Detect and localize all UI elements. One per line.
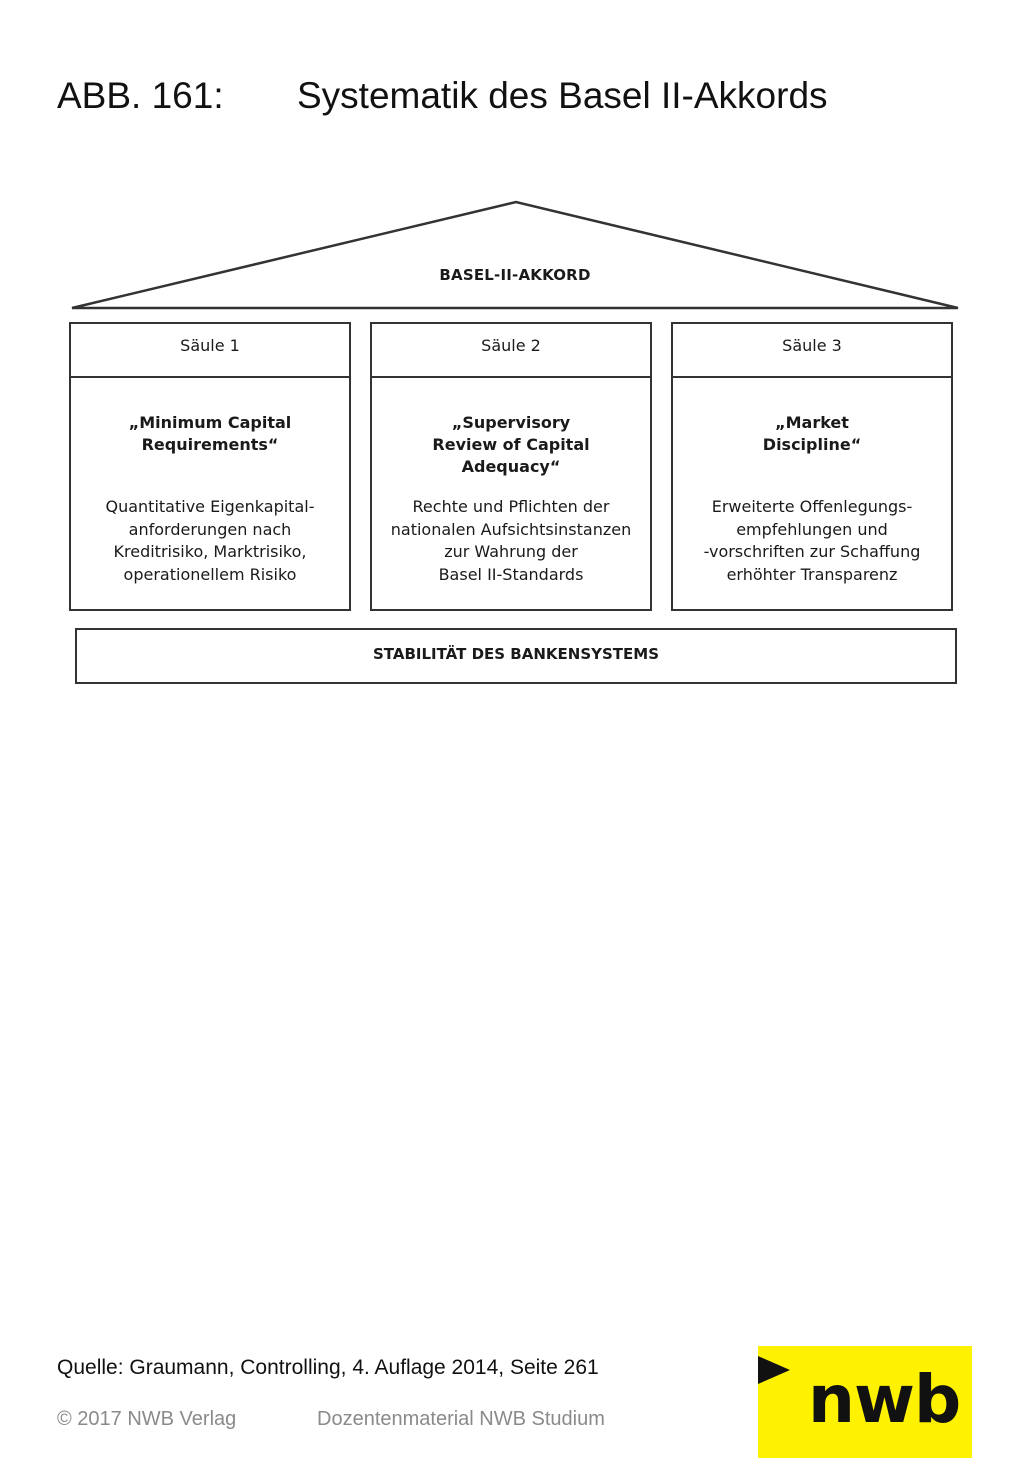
pillar-name: „Supervisory Review of Capital Adequacy“ — [432, 413, 590, 476]
pillar-1 — [69, 322, 351, 611]
pillar-header: Säule 1 — [71, 324, 349, 378]
pillar-description: Rechte und Pflichten der nationalen Aufsichtsinstanzen zur Wahrung der Basel II-Standards — [390, 497, 632, 584]
pillar-header: Säule 2 — [372, 324, 650, 378]
footer-material: Dozentenmaterial NWB Studium — [317, 1408, 605, 1430]
basel-ii-diagram — [0, 0, 1024, 700]
pillar-header: Säule 3 — [673, 324, 951, 378]
pillar-name: „Market Discipline“ — [762, 413, 862, 454]
source-citation: Quelle: Graumann, Controlling, 4. Auflage 2014, Seite 261 — [57, 1356, 599, 1379]
logo-text: nwb — [808, 1361, 961, 1438]
figure-title: Systematik des Basel II-Akkords — [297, 75, 828, 116]
pillar-description: Quantitative Eigenkapital- anforderungen nach Kreditrisiko, Marktrisiko, operationellem Risiko — [105, 497, 315, 584]
footer-copyright: © 2017 NWB Verlag — [57, 1408, 237, 1430]
figure-number: ABB. 161: — [57, 75, 224, 116]
pillar-description: Erweiterte Offenlegungs- empfehlungen und -vorschriften zur Schaffung erhöhter Transparenz — [703, 497, 921, 584]
pillar-name: „Minimum Capital Requirements“ — [128, 413, 292, 454]
pillar-3 — [671, 322, 953, 611]
play-triangle-icon — [758, 1354, 798, 1394]
pillar-2 — [370, 322, 652, 611]
foundation-label: STABILITÄT DES BANKENSYSTEMS — [75, 628, 957, 684]
roof-label: BASEL-II-AKKORD — [439, 266, 591, 284]
nwb-logo — [758, 1346, 972, 1458]
